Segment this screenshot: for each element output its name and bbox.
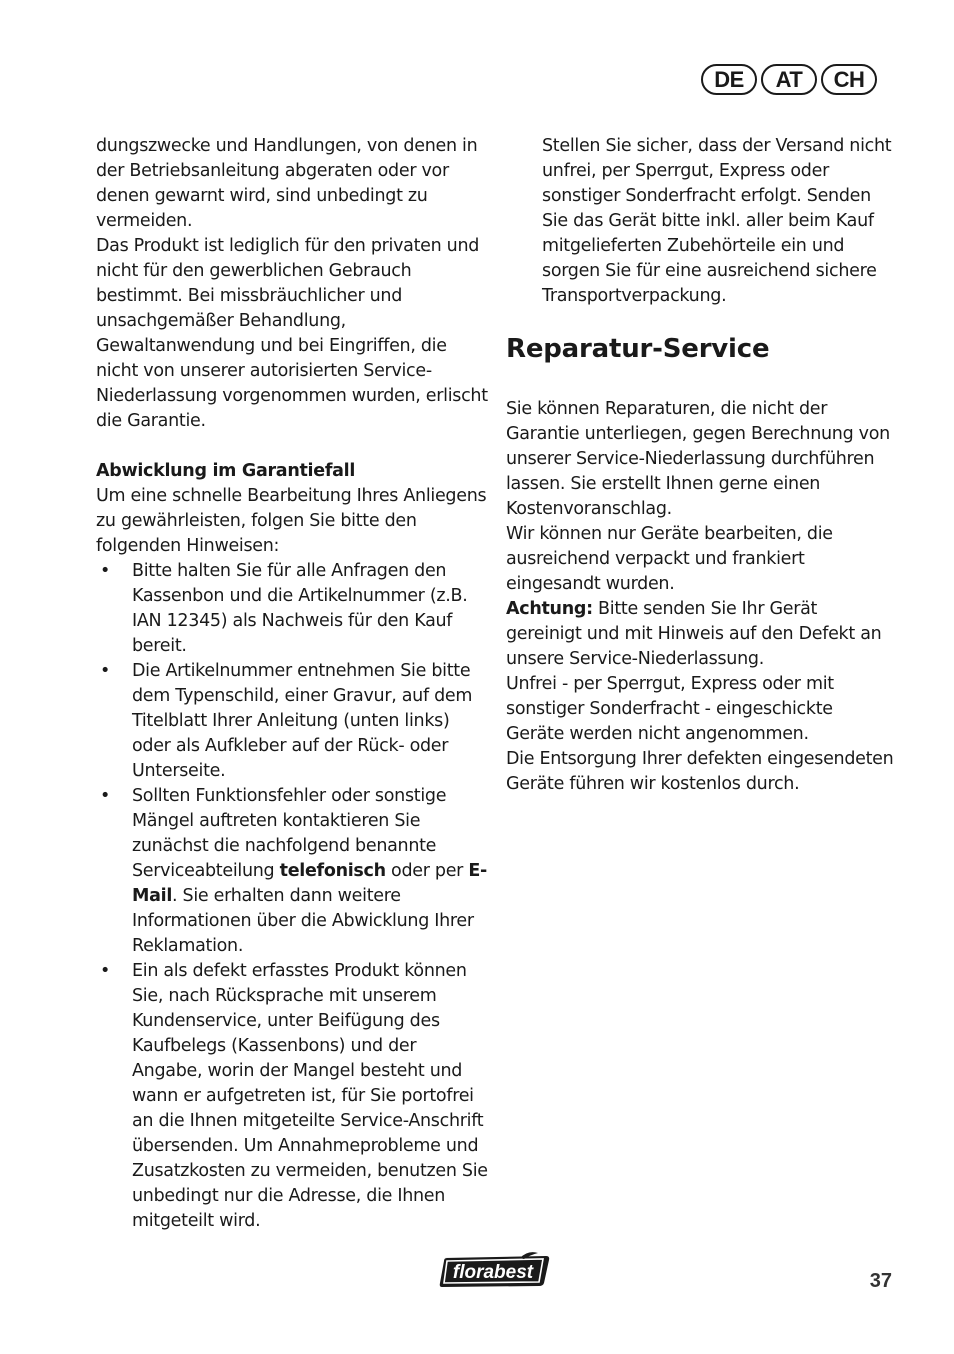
unfree-shipping-paragraph: Unfrei - per Sperrgut, Express oder mit sonstiger Sonderfracht - eingeschickte Geräte werden nicht angenommen. — [506, 674, 834, 744]
packaging-paragraph: Wir können nur Geräte bearbeiten, die ausreichend verpackt und frankiert eingesandt wurden. — [506, 524, 833, 594]
repair-paragraph: Sie können Reparaturen, die nicht der Garantie unterliegen, gegen Berechnung von unserer Service-Niederlassung durchführen lassen. Sie erstellt Ihnen gerne einen Kostenvoranschlag. — [506, 399, 890, 519]
shipping-continued-paragraph: Stellen Sie sicher, dass der Versand nicht unfrei, per Sperrgut, Express oder sonstiger Sonderfracht erfolgt. Senden Sie das Gerät bitte inkl. aller beim Kauf mitgelieferten Zubehörteile ein und sorgen Sie für eine ausreichend sichere Transportverpackung. — [542, 136, 892, 306]
page-number: 37 — [869, 1270, 892, 1292]
warranty-claim-heading: Abwicklung im Garantiefall — [96, 461, 356, 481]
phone-emphasis: telefonisch — [279, 861, 386, 881]
list-item: • Bitte halten Sie für alle Anfragen den Kassenbon und die Artikelnummer (z.B. IAN 12345) als Nachweis für den Kauf bereit. — [96, 559, 488, 659]
left-column — [96, 134, 488, 1234]
florabest-logo — [438, 1250, 552, 1290]
language-badges — [701, 64, 877, 95]
list-item: • Die Artikelnummer entnehmen Sie bitte dem Typenschild, einer Gravur, auf dem Titelblatt Ihrer Anleitung (unten links) oder als Aufkleber auf der Rück- oder Unterseite. — [96, 659, 488, 784]
attention-label: Achtung: — [506, 599, 593, 619]
disposal-paragraph: Die Entsorgung Ihrer defekten eingesendeten Geräte führen wir kostenlos durch. — [506, 749, 894, 794]
email-emphasis: E-Mail — [132, 861, 487, 906]
attention-text: Bitte senden Sie Ihr Gerät gereinigt und mit Hinweis auf den Defekt an unsere Service-Niederlassung. — [506, 599, 882, 669]
attention-paragraph — [506, 597, 896, 672]
warranty-exclusion-paragraph: dungszwecke und Handlungen, von denen in der Betriebsanleitung abgeraten oder vor denen gewarnt wird, sind unbedingt zu vermeiden. — [96, 136, 478, 231]
language-badge-ch: CH — [821, 64, 877, 95]
language-badge-at: AT — [761, 64, 817, 95]
repair-service-heading: Reparatur-Service — [506, 334, 770, 364]
warranty-claim-intro: Um eine schnelle Bearbeitung Ihres Anliegens zu gewährleisten, folgen Sie bitte den folgenden Hinweisen: — [96, 486, 487, 556]
private-use-paragraph: Das Produkt ist lediglich für den privaten und nicht für den gewerblichen Gebrauch bestimmt. Bei missbräuchlicher und unsachgemäßer Behandlung, Gewaltanwendung und bei Eingriffen, die nicht von unserer autorisierten Service-Niederlassung vorgenommen wurden, erlischt die Garantie. — [96, 236, 488, 431]
bullet-text: Sollten Funktionsfehler oder sonstige Mängel auftreten kontaktieren Sie zunächst die nachfolgend benannte Serviceabteilung — [132, 786, 447, 881]
list-item: • Ein als defekt erfasstes Produkt können Sie, nach Rücksprache mit unserem Kundenservice, unter Beifügung des Kaufbelegs (Kassenbons) und der Angabe, worin der Mangel besteht und wann er aufgetreten ist, für Sie portofrei an die Ihnen mitgeteilte Service-Anschrift übersenden. Um Annahmeprobleme und Zusatzkosten zu vermeiden, benutzen Sie unbedingt nur die Adresse, die Ihnen mitgeteilt wird. — [96, 959, 488, 1234]
bullet-text: oder per — [385, 861, 469, 881]
language-badge-de: DE — [701, 64, 757, 95]
list-item — [96, 784, 488, 959]
bullet-text: . Sie erhalten dann weitere Informationen über die Abwicklung Ihrer Reklamation. — [132, 886, 474, 956]
right-column — [506, 134, 896, 797]
logo-text: florabest — [452, 1262, 534, 1283]
warranty-claim-list — [96, 559, 488, 1234]
